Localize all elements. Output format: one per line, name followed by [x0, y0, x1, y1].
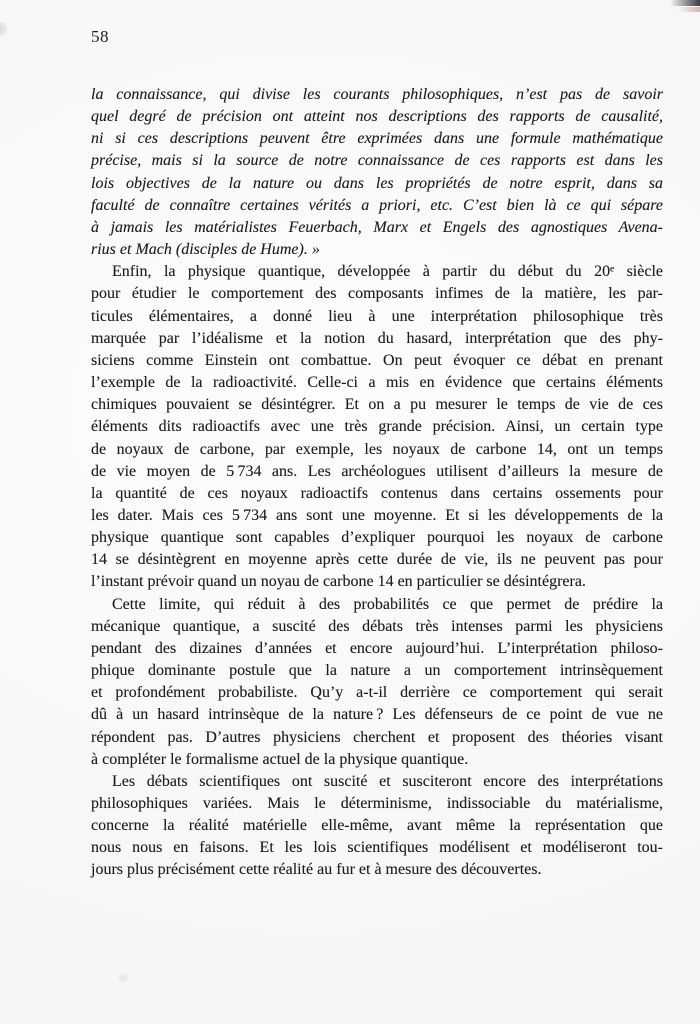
text-line: Cette limite, qui réduit à des probabilités ce que permet de prédire la: [112, 595, 663, 613]
text-line: à jamais les matérialistes Feuerbach, Marx et Engels des agnostiques Avena-: [91, 218, 663, 236]
text-line: l’exemple de la radioactivité. Celle-ci a mis en évidence que certains éléments: [91, 374, 663, 392]
text-line: pour étudier le comportement des composants infimes de la matière, les par-: [91, 285, 663, 303]
text-line: mécanique quantique, a suscité des débats très intenses parmi les physiciens: [91, 617, 663, 635]
scan-artifact-spot: [118, 974, 128, 982]
text-line: et profondément probabiliste. Qu’y a-t-il derrière ce comportement qui serait: [91, 684, 663, 702]
text-line: à compléter le formalisme actuel de la physique quantique.: [91, 750, 469, 768]
text-line: lois objectives de la nature ou dans les propriétés de notre esprit, dans sa: [91, 174, 663, 192]
page-number: 58: [91, 27, 109, 46]
text-line: pendant des dizaines d’années et encore aujourd’hui. L’interprétation philoso-: [91, 639, 663, 657]
body-paragraph: [91, 261, 663, 593]
text-line: de vie moyen de 5 734 ans. Les archéologues utilisent d’ailleurs la mesure de: [91, 462, 663, 480]
text-line: concerne la réalité matérielle elle-même, avant même la représentation que: [91, 817, 663, 835]
text-line: quel degré de précision ont atteint nos descriptions des rapports de causalité,: [91, 108, 663, 126]
text-line: philosophiques variées. Mais le déterminisme, indissociable du matérialisme,: [91, 795, 663, 812]
scan-artifact-corner: [670, 0, 700, 6]
text-line: éléments dits radioactifs avec une très grande précision. Ainsi, un certain type: [91, 418, 663, 436]
text-line: chimiques pouvaient se désintégrer. Et on a pu mesurer le temps de vie de ces: [91, 396, 663, 414]
body-paragraph: [91, 594, 663, 771]
body-paragraph: [91, 771, 663, 882]
scan-artifact-edge: [0, 22, 7, 36]
text-line: dû à un hasard intrinsèque de la nature ? Les défenseurs de ce point de vue ne: [91, 706, 663, 724]
text-line: 14 se désintègrent en moyenne après cette durée de vie, ils ne peuvent pas pour: [91, 551, 663, 569]
text-line: ni si ces descriptions peuvent être exprimées dans une formule mathématique: [91, 130, 663, 148]
text-line: jours plus précisément cette réalité au fur et à mesure des découvertes.: [91, 861, 542, 879]
text-block: [91, 84, 663, 882]
text-line: physique quantique sont capables d’expliquer pourquoi les noyaux de carbone: [91, 529, 663, 547]
quote-paragraph: [91, 84, 663, 261]
text-line: rius et Mach (disciples de Hume). »: [91, 241, 320, 259]
text-line: Les débats scientifiques ont suscité et susciteront encore des interprétations: [112, 772, 663, 790]
text-line: marquée par l’idéalisme et la notion du hasard, interprétation que des phy-: [91, 329, 663, 347]
text-line: la connaissance, qui divise les courants philosophiques, n’est pas de savoir: [91, 86, 663, 103]
text-line: phique dominante postule que la nature a un comportement intrinsèquement: [91, 662, 663, 680]
text-line: nous nous en faisons. Et les lois scientifiques modélisent et modéliseront tou-: [91, 839, 663, 857]
text-line: répondent pas. D’autres physiciens cherchent et proposent des théories visant: [91, 728, 663, 746]
text-line: l’instant prévoir quand un noyau de carbone 14 en particulier se désintégrera.: [91, 573, 586, 591]
text-line: Enfin, la physique quantique, développée à partir du début du 20ᵉ siècle: [112, 263, 663, 281]
text-line: de noyaux de carbone, par exemple, les noyaux de carbone 14, ont un temps: [91, 440, 663, 458]
text-line: précise, mais si la source de notre connaissance de ces rapports est dans les: [91, 152, 663, 170]
text-line: les dater. Mais ces 5 734 ans sont une moyenne. Et si les développements de la: [91, 506, 663, 524]
text-line: ticules élémentaires, a donné lieu à une interprétation philosophique très: [91, 307, 663, 325]
text-line: la quantité de ces noyaux radioactifs contenus dans certains ossements pour: [91, 484, 663, 502]
text-line: faculté de connaître certaines vérités a priori, etc. C’est bien là ce qui sépare: [91, 196, 663, 214]
scan-artifact-smudge: [678, 7, 700, 12]
text-line: siciens comme Einstein ont combattue. On peut évoquer ce débat en prenant: [91, 351, 663, 369]
